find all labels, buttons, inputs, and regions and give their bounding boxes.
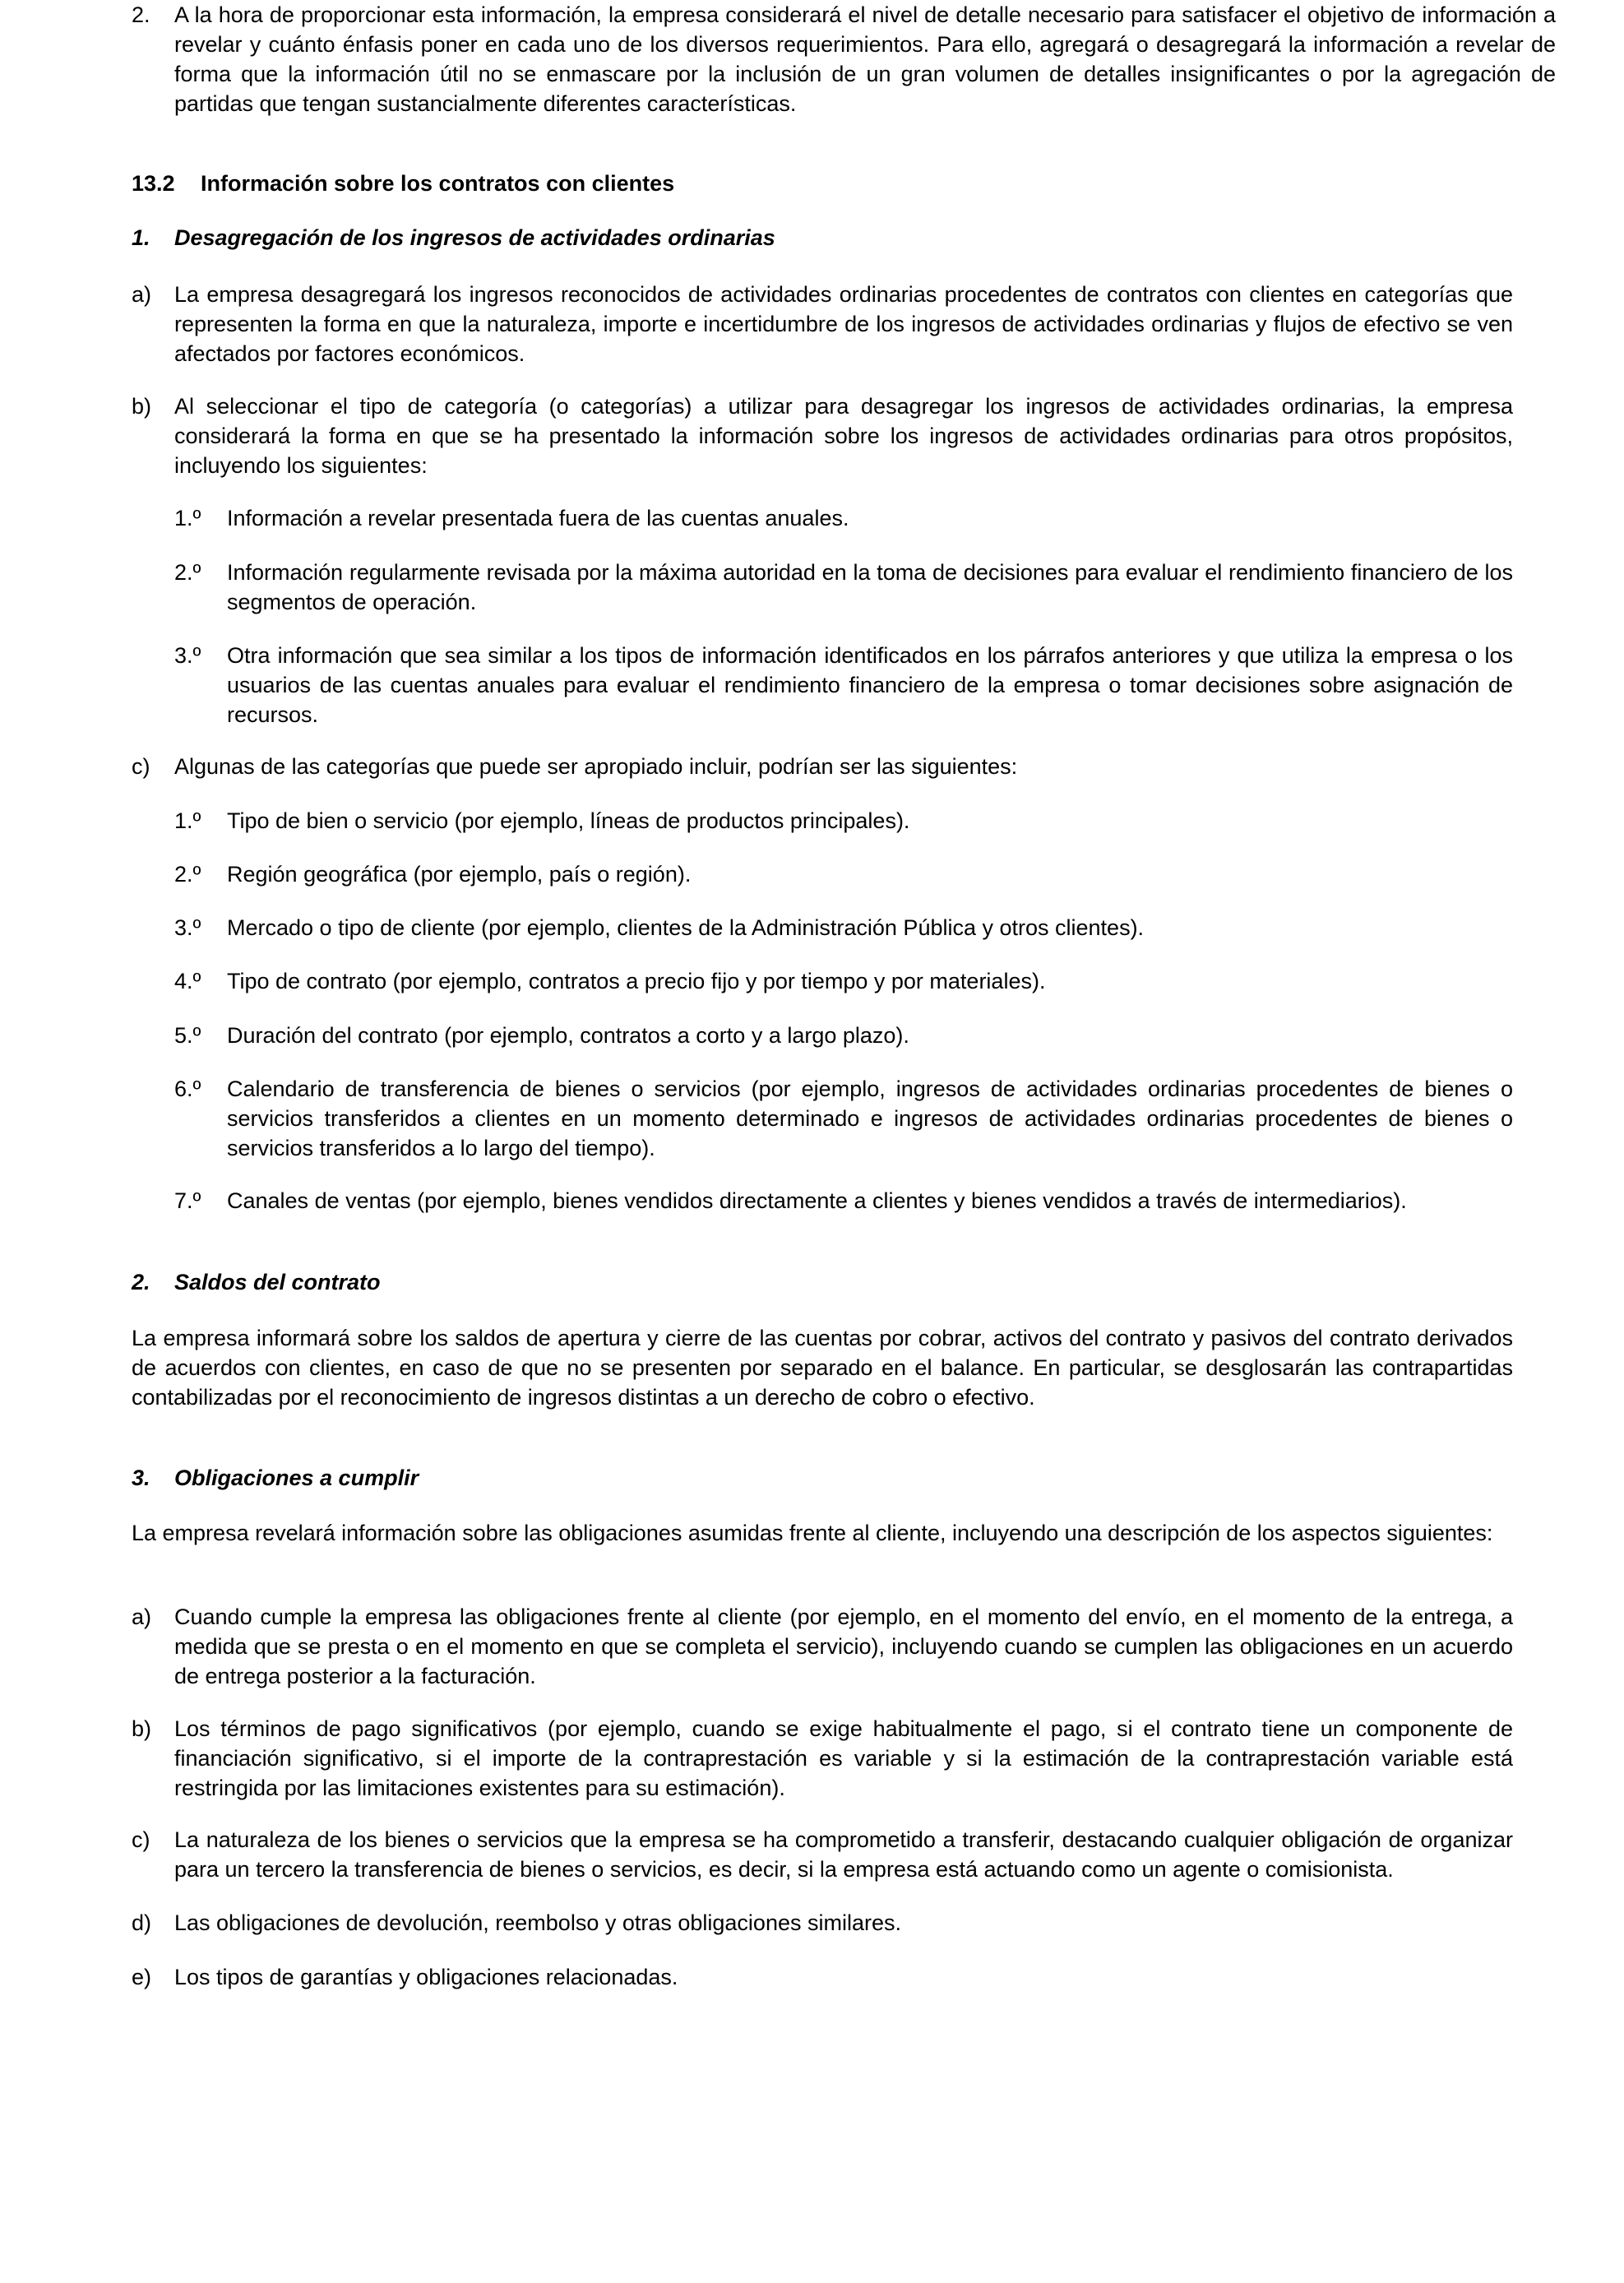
list-marker: e) (132, 1965, 152, 1989)
list-item-text: A la hora de proporcionar esta información, la empresa considerará el nivel de detalle necesario para satisfacer el objetivo de información a revelar y cuánto énfasis poner en cada uno de los diversos requerimientos. Para ello, agregará o desagregará la información a revelar de forma que la información útil no se enmascare por la inclusión de un gran volumen de detalles insignificantes o por la agregación de partidas que tengan sustancialmente diferentes características. (174, 2, 1556, 116)
sublist-item (174, 913, 1513, 942)
sublist-item (174, 1186, 1513, 1216)
sublist-item-text: Duración del contrato (por ejemplo, contratos a corto y a largo plazo). (227, 1023, 909, 1048)
list-item (132, 1602, 1513, 1691)
intro-list-item (132, 0, 1556, 118)
sublist-item (174, 966, 1513, 996)
sublist-item (174, 1021, 1513, 1050)
list-item-text: Algunas de las categorías que puede ser apropiado incluir, podrían ser las siguientes: (174, 754, 1018, 779)
section-title: Información sobre los contratos con clientes (201, 171, 675, 196)
list-marker: d) (132, 1910, 152, 1935)
sublist-item (174, 859, 1513, 889)
list-item-text: La empresa desagregará los ingresos reconocidos de actividades ordinarias procedentes de contratos con clientes en categorías que representen la forma en que la naturaleza, importe e incertidumbre de los ingresos de actividades ordinarias y flujos de efectivo se ven afectados por factores económicos. (174, 282, 1513, 366)
subsection-number: 3. (132, 1466, 150, 1490)
list-item (132, 1962, 1513, 1992)
sublist-marker: 7.º (174, 1188, 201, 1213)
list-item-b (132, 391, 1513, 480)
sublist-marker: 3.º (174, 915, 201, 940)
section-number: 13.2 (132, 171, 175, 196)
sublist-item (174, 806, 1513, 836)
paragraph: La empresa informará sobre los saldos de apertura y cierre de las cuentas por cobrar, activos del contrato y pasivos del contrato derivados de acuerdos con clientes, en caso de que no se presenten por separado en el balance. En particular, se desglosarán las contrapartidas contabilizadas por el reconocimiento de ingresos distintas a un derecho de cobro o efectivo. (132, 1326, 1513, 1410)
list-item (132, 1714, 1513, 1803)
subsection-number: 2. (132, 1270, 150, 1294)
subsection-heading-3 (132, 1463, 1513, 1493)
sublist-marker: 6.º (174, 1077, 201, 1101)
subsection-title: Saldos del contrato (174, 1270, 381, 1294)
subsection-heading-2 (132, 1267, 1513, 1297)
sublist-item (174, 558, 1513, 617)
sublist-marker: 3.º (174, 643, 201, 668)
list-item-text: La naturaleza de los bienes o servicios que la empresa se ha comprometido a transferir, destacando cualquier obligación de organizar para un tercero la transferencia de bienes o servicios, es decir, si la empresa está actuando como un agente o comisionista. (174, 1827, 1513, 1882)
subsection-title: Obligaciones a cumplir (174, 1466, 419, 1490)
sublist-marker: 1.º (174, 506, 201, 530)
list-marker: c) (132, 754, 150, 779)
list-item-text: Los términos de pago significativos (por ejemplo, cuando se exige habitualmente el pago, si el contrato tiene un componente de financiación significativo, si el importe de la contraprestación es variable y si la estimación de la contraprestación variable está restringida por las limitaciones existentes para su estimación). (174, 1716, 1513, 1800)
list-marker: b) (132, 1716, 152, 1741)
sublist-marker: 4.º (174, 969, 201, 993)
sublist-marker: 1.º (174, 808, 201, 833)
section-heading (132, 169, 1513, 198)
subsection-number: 1. (132, 225, 150, 250)
sublist-item-text: Región geográfica (por ejemplo, país o región). (227, 862, 692, 887)
subsection-title: Desagregación de los ingresos de actividades ordinarias (174, 225, 775, 250)
list-marker: a) (132, 282, 152, 307)
list-item-c (132, 752, 1513, 781)
list-item-text: Las obligaciones de devolución, reembolso y otras obligaciones similares. (174, 1910, 901, 1935)
sublist-marker: 2.º (174, 862, 201, 887)
list-item-text: Cuando cumple la empresa las obligaciones frente al cliente (por ejemplo, en el momento del envío, en el momento de la entrega, a medida que se presta o en el momento en que se completa el servicio), incluyendo cuando se cumplen las obligaciones en un acuerdo de entrega posterior a la facturación. (174, 1605, 1513, 1688)
subsection-heading-1 (132, 223, 1513, 252)
list-marker: a) (132, 1605, 152, 1629)
list-marker: c) (132, 1827, 150, 1852)
list-item-text: Los tipos de garantías y obligaciones relacionadas. (174, 1965, 678, 1989)
sublist-item (174, 503, 1513, 533)
sublist-item (174, 1074, 1513, 1163)
sublist-item (174, 641, 1513, 729)
list-item (132, 1825, 1513, 1884)
list-item (132, 1908, 1513, 1938)
sublist-marker: 5.º (174, 1023, 201, 1048)
list-marker: b) (132, 394, 152, 419)
list-item-text: Al seleccionar el tipo de categoría (o categorías) a utilizar para desagregar los ingresos de actividades ordinarias, la empresa considerará la forma en que se ha presentado la información sobre los ingresos de actividades ordinarias para otros propósitos, incluyendo los siguientes: (174, 394, 1513, 478)
sublist-item-text: Tipo de contrato (por ejemplo, contratos a precio fijo y por tiempo y por materiales). (227, 969, 1046, 993)
sublist-item-text: Otra información que sea similar a los tipos de información identificados en los párrafos anteriores y que utiliza la empresa o los usuarios de las cuentas anuales para evaluar el rendimiento financiero de la empresa o tomar decisiones sobre asignación de recursos. (227, 643, 1513, 727)
paragraph: La empresa revelará información sobre las obligaciones asumidas frente al cliente, incluyendo una descripción de los aspectos siguientes: (132, 1521, 1493, 1545)
sublist-item-text: Información regularmente revisada por la máxima autoridad en la toma de decisiones para evaluar el rendimiento financiero de los segmentos de operación. (227, 560, 1513, 614)
sublist-item-text: Tipo de bien o servicio (por ejemplo, líneas de productos principales). (227, 808, 910, 833)
sublist-marker: 2.º (174, 560, 201, 585)
sublist-item-text: Canales de ventas (por ejemplo, bienes vendidos directamente a clientes y bienes vendidos a través de intermediarios). (227, 1188, 1407, 1213)
sublist-item-text: Calendario de transferencia de bienes o servicios (por ejemplo, ingresos de actividades ordinarias procedentes de bienes o servicios transferidos a clientes en un momento determinado e ingresos de actividades ordinarias procedentes de bienes o servicios transferidos a lo largo del tiempo). (227, 1077, 1513, 1160)
sublist-item-text: Información a revelar presentada fuera de las cuentas anuales. (227, 506, 849, 530)
list-item-a (132, 280, 1513, 368)
list-marker: 2. (132, 2, 150, 27)
sublist-item-text: Mercado o tipo de cliente (por ejemplo, clientes de la Administración Pública y otros clientes). (227, 915, 1145, 940)
